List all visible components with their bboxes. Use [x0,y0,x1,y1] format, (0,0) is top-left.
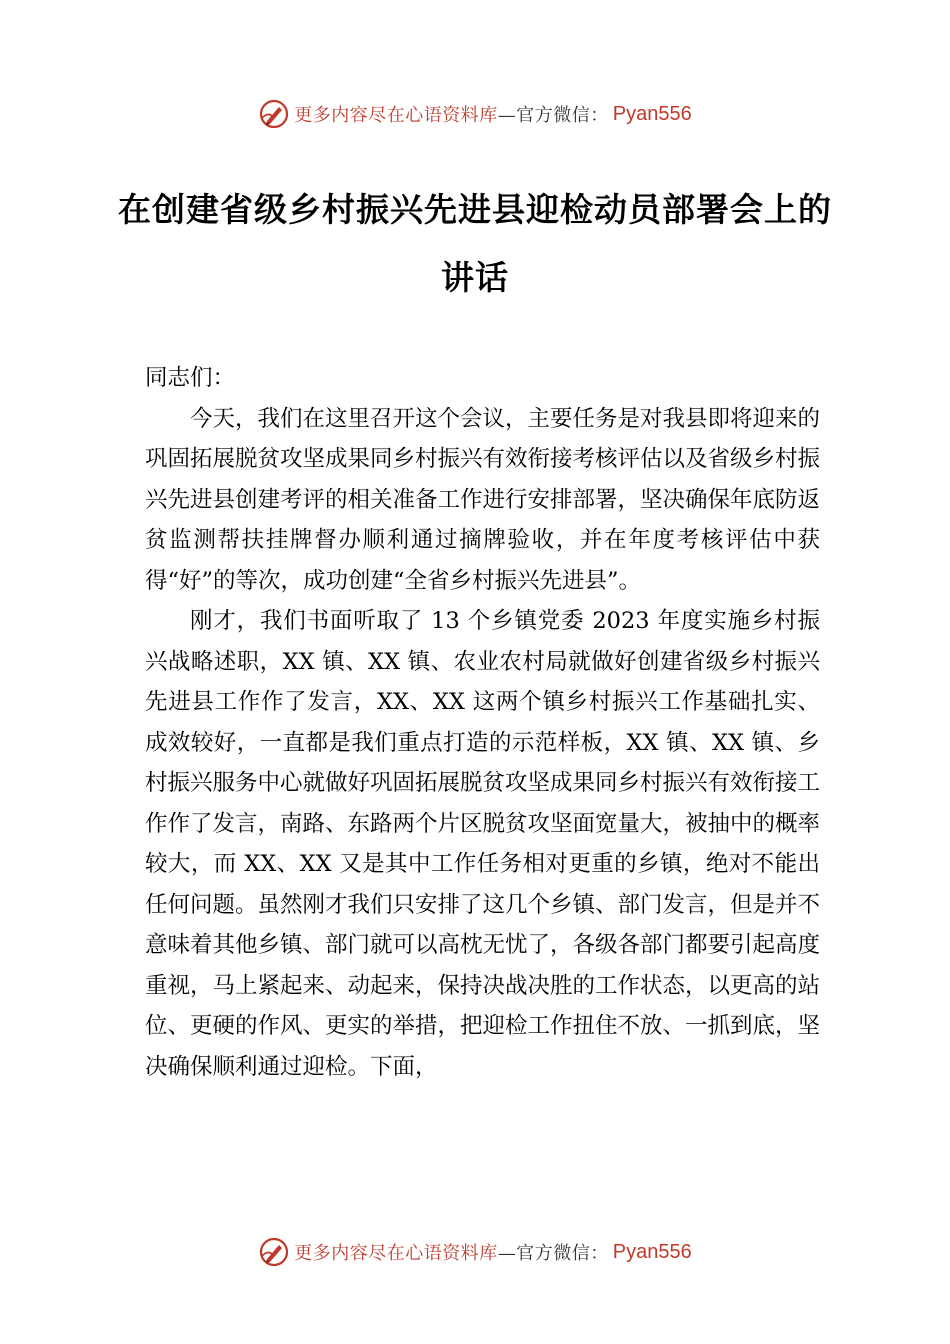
footer-watermark-banner [0,1234,950,1270]
banner-main-text: 更多内容尽在心语资料库 [294,105,498,126]
banner-main-text: 更多内容尽在心语资料库 [294,1243,498,1264]
paragraph-2: 刚才，我们书面听取了 13 个乡镇党委 2023 年度实施乡村振兴战略述职，XX 镇、XX 镇、农业农村局就做好创建省级乡村振兴先进县工作作了发言，XX、XX 这两个镇乡村振兴工作基础扎实、成效较好，一直都是我们重点打造的示范样板，XX 镇、XX 镇、乡村振兴服务中心就做好巩固拓展脱贫攻坚成果同乡村振兴有效衔接工作作了发言，南路、东路两个片区脱贫攻坚面宽量大，被抽中的概率较大，而 XX、XX 又是其中工作任务相对更重的乡镇，绝对不能出任何问题。虽然刚才我们只安排了这几个乡镇、部门发言，但是并不意味着其他乡镇、部门就可以高枕无忧了，各级各部门都要引起高度重视，马上紧起来、动起来，保持决战决胜的工作状态，以更高的站位、更硬的作风、更实的举措，把迎检工作扭住不放、一抓到底，坚决确保顺利通过迎检。下面， [145,608,821,1080]
banner-official-text: —官方微信： [497,1243,609,1264]
banner-wechat-id: Pyan556 [612,1240,692,1263]
salutation: 同志们： [145,365,236,391]
paragraph-1: 今天，我们在这里召开这个会议，主要任务是对我县即将迎来的巩固拓展脱贫攻坚成果同乡村振兴有效衔接考核评估以及省级乡村振兴先进县创建考评的相关准备工作进行安排部署，坚决确保年底防返贫监测帮扶挂牌督办顺利通过摘牌验收，并在年度考核评估中获得“好”的等次，成功创建“全省乡村振兴先进县”。 [145,405,821,594]
pen-logo-icon [258,1236,290,1268]
document-title: 在创建省级乡村振兴先进县迎检动员部署会上的讲话 [118,190,832,297]
banner-wechat-id: Pyan556 [612,102,692,125]
pen-logo-icon [258,98,290,130]
document-body [145,358,820,1087]
banner-official-text: —官方微信： [497,105,609,126]
header-watermark-banner [0,96,950,132]
